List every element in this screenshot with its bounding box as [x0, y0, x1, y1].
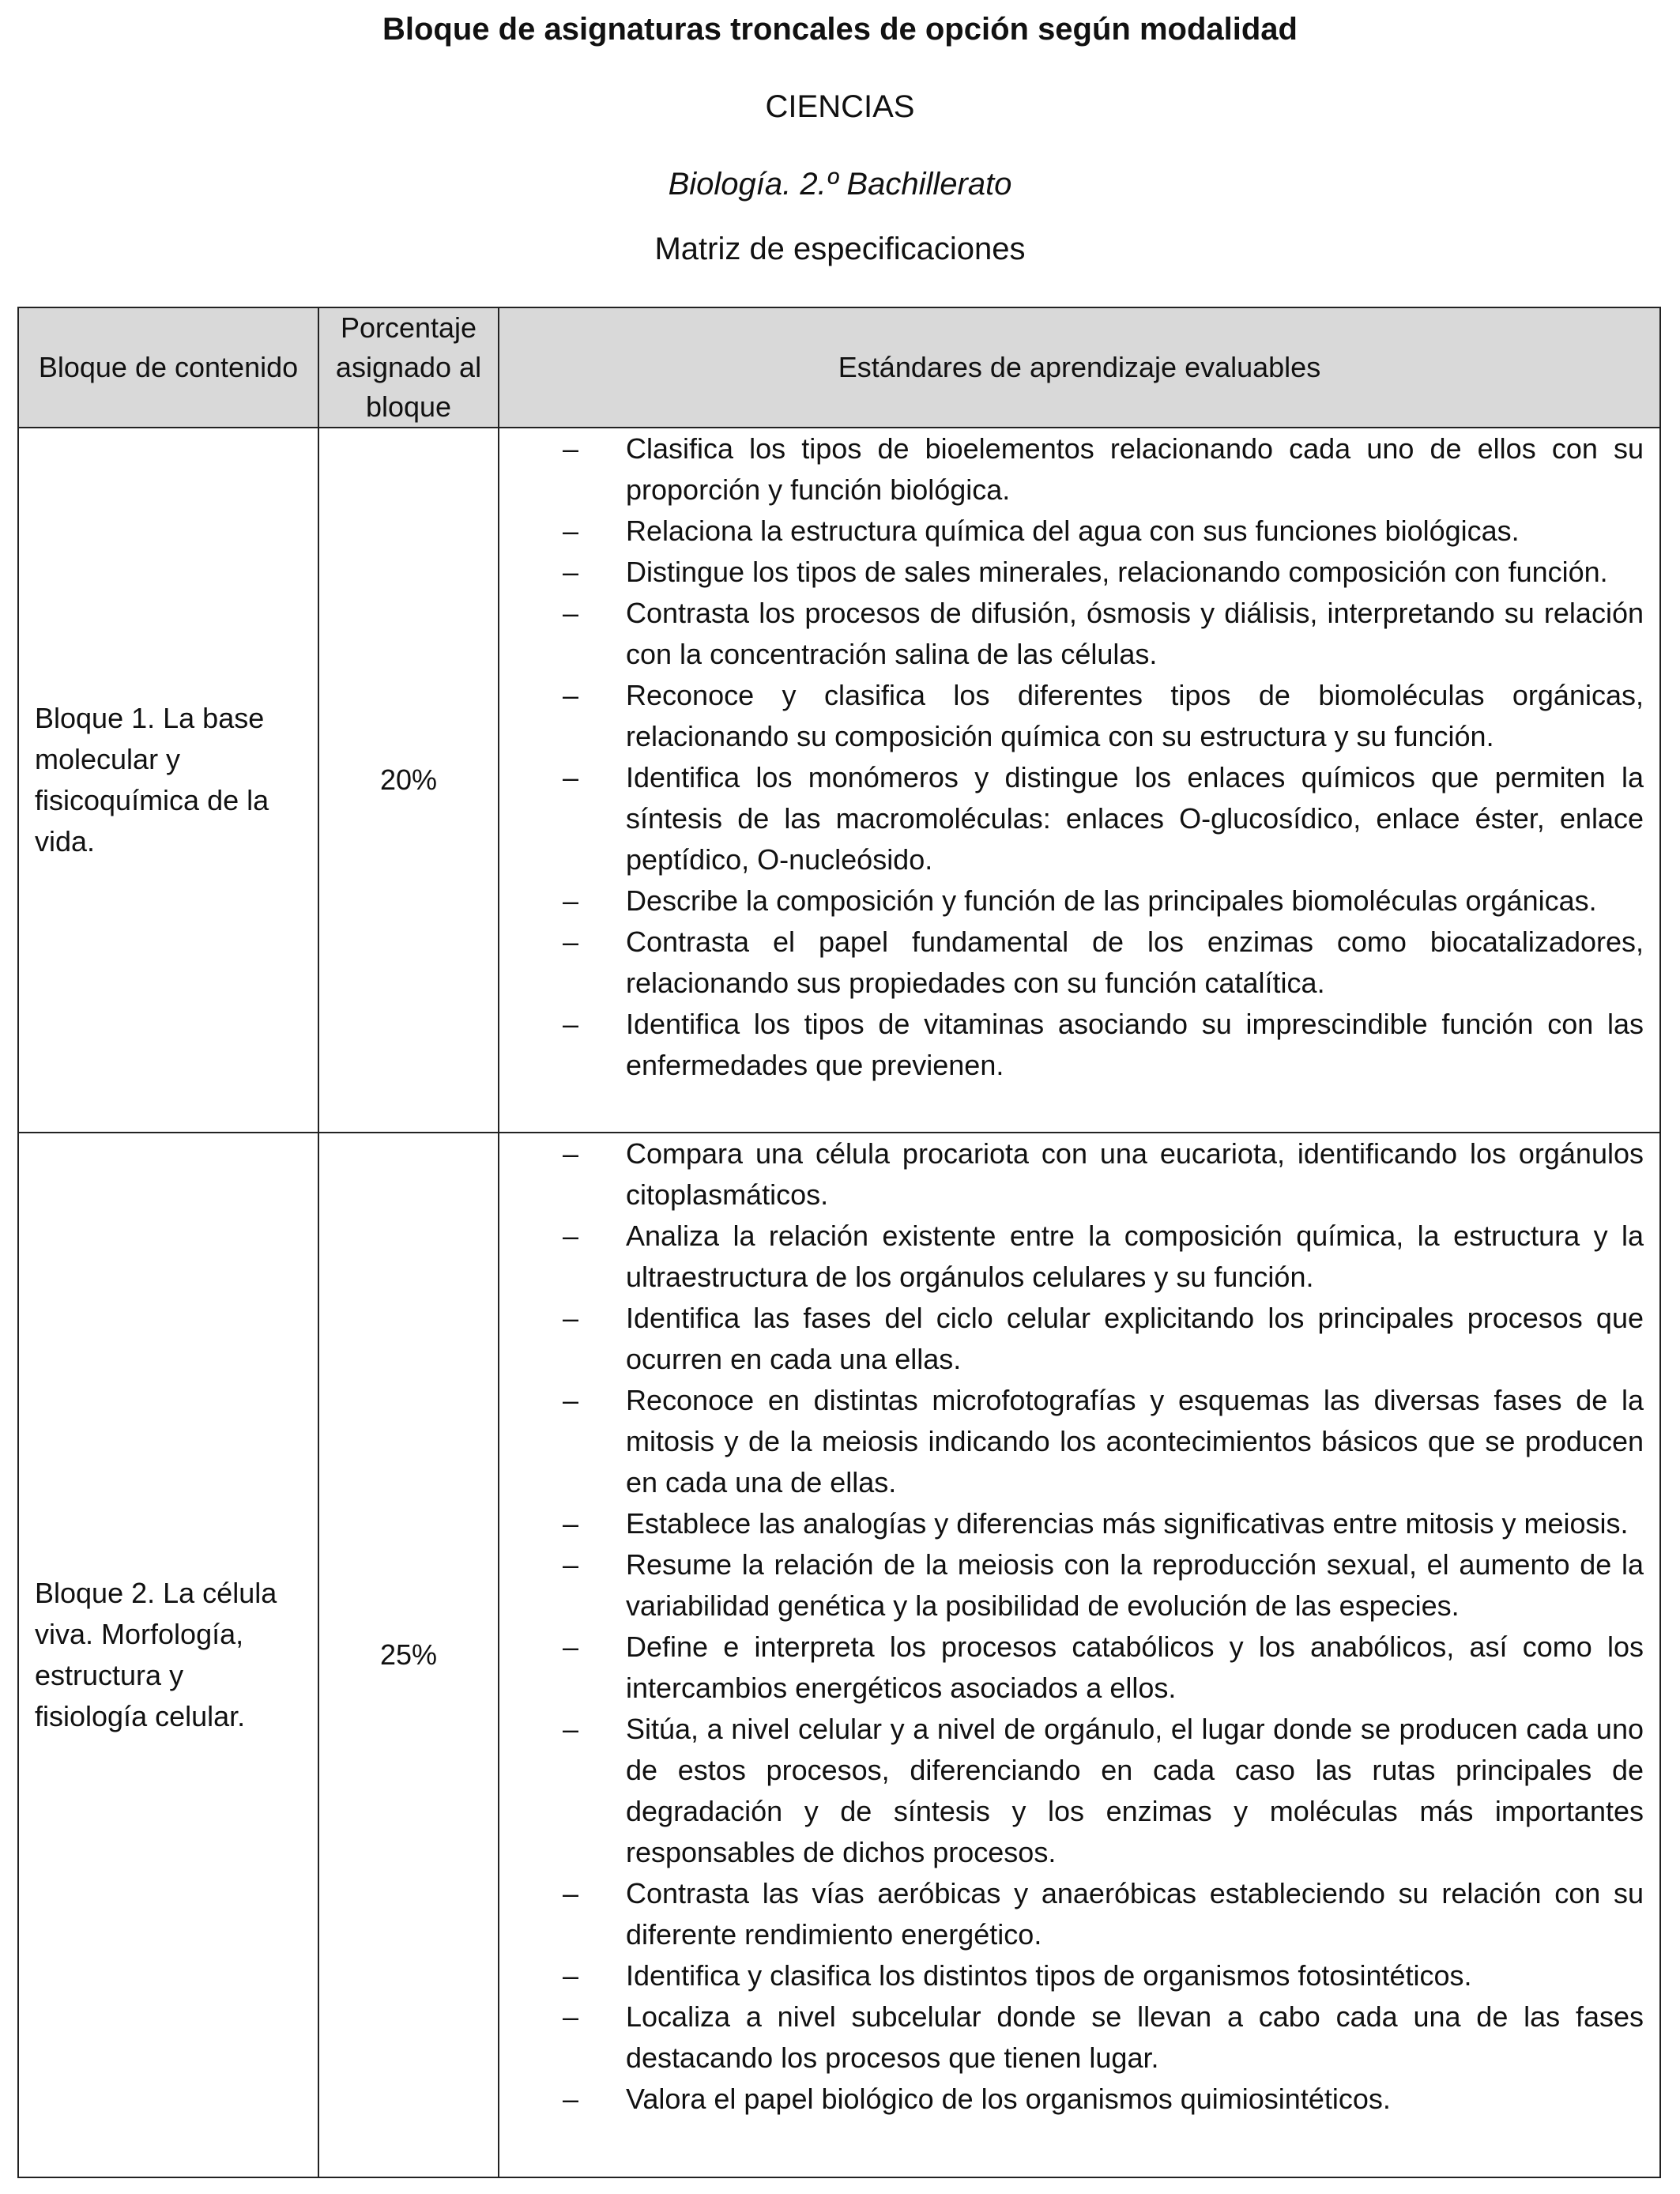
standard-item: – Contrasta el papel fundamental de los enzimas como biocatalizadores, relacionando sus propiedades con su función catalítica. [499, 922, 1644, 1004]
standard-item: – Establece las analogías y diferencias más significativas entre mitosis y meiosis. [499, 1503, 1644, 1544]
table-row [18, 428, 1660, 1133]
standard-item: – Identifica los monómeros y distingue los enlaces químicos que permiten la síntesis de las macromoléculas: enlaces O-glucosídico, enlace éster, enlace peptídico, O-nucleósido. [499, 757, 1644, 880]
standard-item: – Clasifica los tipos de bioelementos relacionando cada uno de ellos con su proporción y función biológica. [499, 428, 1644, 511]
table-header-row [18, 307, 1660, 428]
standard-item: – Identifica los tipos de vitaminas asociando su imprescindible función con las enfermedades que previenen. [499, 1004, 1644, 1086]
standards-cell [499, 428, 1660, 1133]
standards-list [499, 428, 1644, 1086]
standard-item: – Localiza a nivel subcelular donde se llevan a cabo cada una de las fases destacando los procesos que tienen lugar. [499, 1996, 1644, 2079]
standard-item: – Valora el papel biológico de los organismos quimiosintéticos. [499, 2079, 1644, 2120]
table-row [18, 1133, 1660, 2177]
block-cell: Bloque 2. La célula viva. Morfología, estructura y fisiología celular. [18, 1133, 318, 2177]
column-header-block [18, 307, 318, 428]
column-header-standards-label: Estándares de aprendizaje evaluables [838, 351, 1321, 383]
column-header-percentage [318, 307, 499, 428]
standard-item: – Describe la composición y función de las principales biomoléculas orgánicas. [499, 880, 1644, 922]
specifications-table [17, 307, 1661, 2178]
standard-item: – Relaciona la estructura química del agua con sus funciones biológicas. [499, 511, 1644, 552]
course-title: Biología. 2.º Bachillerato [668, 167, 1012, 202]
subject-area-label: CIENCIAS [765, 89, 915, 124]
column-header-block-label: Bloque de contenido [38, 351, 299, 383]
percentage-cell: 20% [318, 428, 499, 1133]
standard-item: – Define e interpreta los procesos catabólicos y los anabólicos, así como los intercambios energéticos asociados a ellos. [499, 1627, 1644, 1709]
standard-item: – Analiza la relación existente entre la composición química, la estructura y la ultraestructura de los orgánulos celulares y su función. [499, 1216, 1644, 1298]
standard-item: – Contrasta las vías aeróbicas y anaeróbicas estableciendo su relación con su diferente rendimiento energético. [499, 1873, 1644, 1955]
standard-item: – Sitúa, a nivel celular y a nivel de orgánulo, el lugar donde se producen cada uno de estos procesos, diferenciando en cada caso las rutas principales de degradación y de síntesis y los enzimas y moléculas más importantes responsables de dichos procesos. [499, 1709, 1644, 1873]
standard-item: – Reconoce en distintas microfotografías y esquemas las diversas fases de la mitosis y de la meiosis indicando los acontecimientos básicos que se producen en cada una de ellas. [499, 1380, 1644, 1503]
matrix-label: Matriz de especificaciones [654, 232, 1026, 266]
standard-item: – Identifica las fases del ciclo celular explicitando los principales procesos que ocurren en cada una ellas. [499, 1298, 1644, 1380]
percentage-cell: 25% [318, 1133, 499, 2177]
standard-item: – Compara una célula procariota con una eucariota, identificando los orgánulos citoplasmáticos. [499, 1133, 1644, 1216]
standard-item: – Identifica y clasifica los distintos tipos de organismos fotosintéticos. [499, 1955, 1644, 1996]
column-header-percentage-label: Porcentaje asignado al bloque [335, 311, 482, 423]
standard-item: – Contrasta los procesos de difusión, ósmosis y diálisis, interpretando su relación con la concentración salina de las células. [499, 593, 1644, 675]
standard-item: – Reconoce y clasifica los diferentes tipos de biomoléculas orgánicas, relacionando su composición química con su estructura y su función. [499, 675, 1644, 757]
document-title: Bloque de asignaturas troncales de opción según modalidad [382, 12, 1298, 47]
standards-cell [499, 1133, 1660, 2177]
standards-list [499, 1133, 1644, 2120]
column-header-standards [499, 307, 1660, 428]
standard-item: – Distingue los tipos de sales minerales, relacionando composición con función. [499, 552, 1644, 593]
block-cell: Bloque 1. La base molecular y fisicoquímica de la vida. [18, 428, 318, 1133]
standard-item: – Resume la relación de la meiosis con la reproducción sexual, el aumento de la variabilidad genética y la posibilidad de evolución de las especies. [499, 1544, 1644, 1627]
